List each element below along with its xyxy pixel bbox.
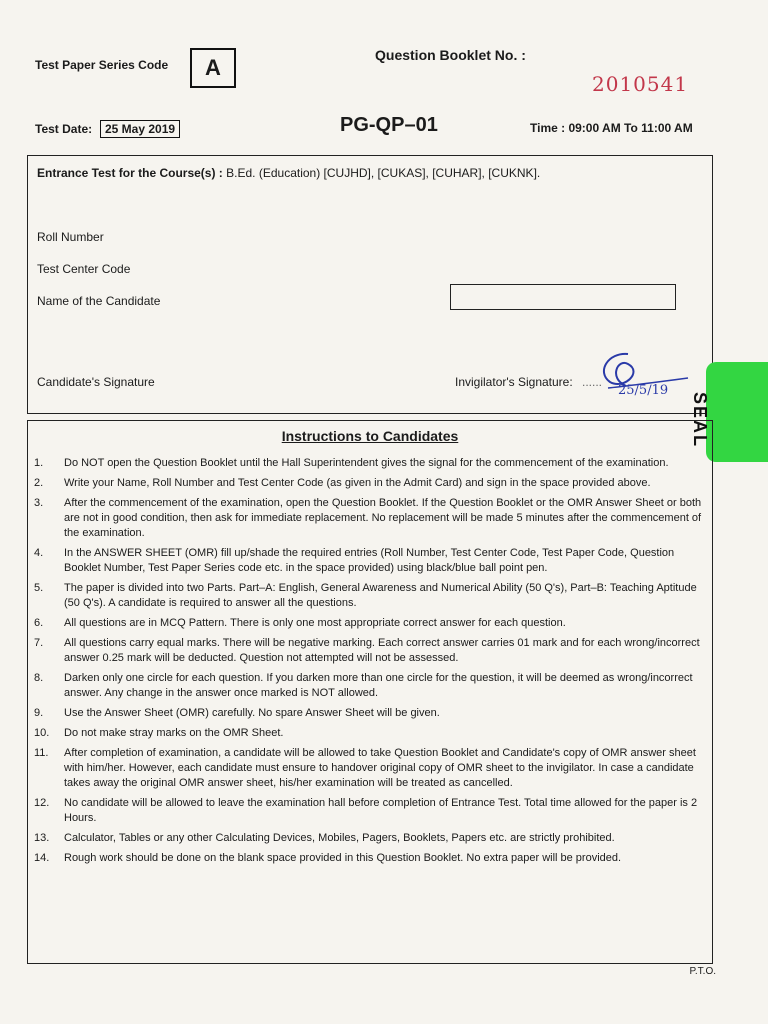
instruction-number: 6. bbox=[34, 617, 44, 629]
instruction-text: All questions carry equal marks. There will be negative marking. Each correct answer carries 01 mark and for each wrong/incorrect answer 0.25 mark will be deducted. Question not attempted will not be assessed. bbox=[64, 637, 700, 664]
candidate-name-label: Name of the Candidate bbox=[37, 294, 161, 308]
instruction-number: 11. bbox=[34, 747, 49, 759]
instruction-item bbox=[34, 581, 710, 611]
instruction-item bbox=[34, 476, 710, 491]
instruction-text: Do not make stray marks on the OMR Sheet. bbox=[64, 727, 284, 739]
booklet-number-stamp: 2010541 bbox=[592, 72, 689, 96]
instruction-item bbox=[34, 706, 710, 721]
series-code-box: A bbox=[190, 48, 236, 88]
instruction-number: 9. bbox=[34, 707, 44, 719]
course-prefix: Entrance Test for the Course(s) : bbox=[37, 166, 223, 180]
instruction-number: 1. bbox=[34, 457, 44, 469]
instruction-text: Write your Name, Roll Number and Test Center Code (as given in the Admit Card) and sign in the space provided above. bbox=[64, 477, 651, 489]
instructions-title: Instructions to Candidates bbox=[281, 428, 459, 444]
test-date-label: Test Date: bbox=[35, 122, 93, 136]
instruction-number: 7. bbox=[34, 637, 44, 649]
instruction-number: 12. bbox=[34, 797, 50, 809]
instruction-text: After the commencement of the examination, open the Question Booklet. If the Question Booklet or the OMR Answer Sheet or both are not in good condition, then ask for immediate replacement. No replacement will be made 5 minutes after the commencement of the examination. bbox=[64, 497, 702, 539]
instruction-number: 8. bbox=[34, 672, 44, 684]
invigilator-signature bbox=[588, 342, 698, 407]
instruction-text: All questions are in MCQ Pattern. There is only one most appropriate correct answer for each question. bbox=[64, 617, 566, 629]
instruction-number: 3. bbox=[34, 497, 44, 509]
instruction-item bbox=[34, 496, 710, 541]
test-center-code-label: Test Center Code bbox=[37, 262, 131, 276]
instruction-item bbox=[34, 456, 710, 471]
instruction-item bbox=[34, 746, 710, 791]
instruction-item bbox=[34, 616, 710, 631]
instruction-text: The paper is divided into two Parts. Part–A: English, General Awareness and Numerical Ability (50 Q's), Part–B: Teaching Aptitude (50 Q's). A candidate is required to answer all the questions. bbox=[64, 582, 697, 609]
instruction-item bbox=[34, 796, 710, 826]
instructions-list bbox=[34, 456, 710, 871]
instruction-item bbox=[34, 636, 710, 666]
instruction-number: 13. bbox=[34, 832, 50, 844]
instruction-item bbox=[34, 851, 710, 866]
instruction-text: Darken only one circle for each question. If you darken more than one circle for the question, it will be deemed as wrong/incorrect answer. Any change in the answer once marked is NOT allowed. bbox=[64, 672, 693, 699]
candidate-signature-label: Candidate's Signature bbox=[37, 375, 155, 389]
instruction-text: Do NOT open the Question Booklet until the Hall Superintendent gives the signal for the commencement of the examination. bbox=[64, 457, 669, 469]
instruction-item bbox=[34, 726, 710, 741]
invigilator-signature-dots: ...... bbox=[582, 375, 603, 389]
test-date-value: 25 May 2019 bbox=[100, 120, 180, 138]
instruction-number: 2. bbox=[34, 477, 44, 489]
instruction-item bbox=[34, 546, 710, 576]
exam-time: Time : 09:00 AM To 11:00 AM bbox=[530, 121, 693, 135]
course-names: B.Ed. (Education) [CUJHD], [CUKAS], [CUHAR], [CUKNK]. bbox=[226, 166, 541, 180]
roll-number-label: Roll Number bbox=[37, 230, 104, 244]
booklet-number-label: Question Booklet No. : bbox=[375, 47, 526, 63]
seal-label: SEAL bbox=[690, 392, 710, 449]
instruction-text: In the ANSWER SHEET (OMR) fill up/shade the required entries (Roll Number, Test Center Code, Test Paper Code, Question Booklet Number, Test Paper Series code etc. in the space provided) using black/blue ball point pen. bbox=[64, 547, 675, 574]
series-code-label: Test Paper Series Code bbox=[35, 58, 169, 72]
instruction-number: 14. bbox=[34, 852, 50, 864]
candidate-name-field[interactable] bbox=[450, 284, 676, 310]
instruction-text: After completion of examination, a candidate will be allowed to take Question Booklet and Candidate's copy of OMR answer sheet with him/her. However, each candidate must ensure to handover original copy of OMR sheet to the invigilator. In case a candidate takes away the original OMR answer sheet, his/her examination will be treated as cancelled. bbox=[64, 747, 696, 789]
instruction-number: 5. bbox=[34, 582, 44, 594]
instruction-item bbox=[34, 671, 710, 701]
signature-date: 25/5/19 bbox=[618, 383, 669, 398]
instruction-number: 4. bbox=[34, 547, 44, 559]
instruction-text: Calculator, Tables or any other Calculating Devices, Mobiles, Pagers, Booklets, Papers etc. are strictly prohibited. bbox=[64, 832, 615, 844]
instruction-text: Rough work should be done on the blank space provided in this Question Booklet. No extra paper will be provided. bbox=[64, 852, 622, 864]
instruction-text: Use the Answer Sheet (OMR) carefully. No spare Answer Sheet will be given. bbox=[64, 707, 440, 719]
paper-code: PG-QP–01 bbox=[340, 114, 438, 136]
pto-note: P.T.O. bbox=[689, 966, 716, 977]
invigilator-signature-label: Invigilator's Signature: bbox=[455, 375, 573, 389]
instruction-item bbox=[34, 831, 710, 846]
course-line bbox=[37, 166, 540, 180]
instruction-number: 10. bbox=[34, 727, 50, 739]
instruction-text: No candidate will be allowed to leave the examination hall before completion of Entrance Test. Total time allowed for the paper is 2 Hours. bbox=[64, 797, 698, 824]
seal-tab bbox=[706, 362, 768, 462]
